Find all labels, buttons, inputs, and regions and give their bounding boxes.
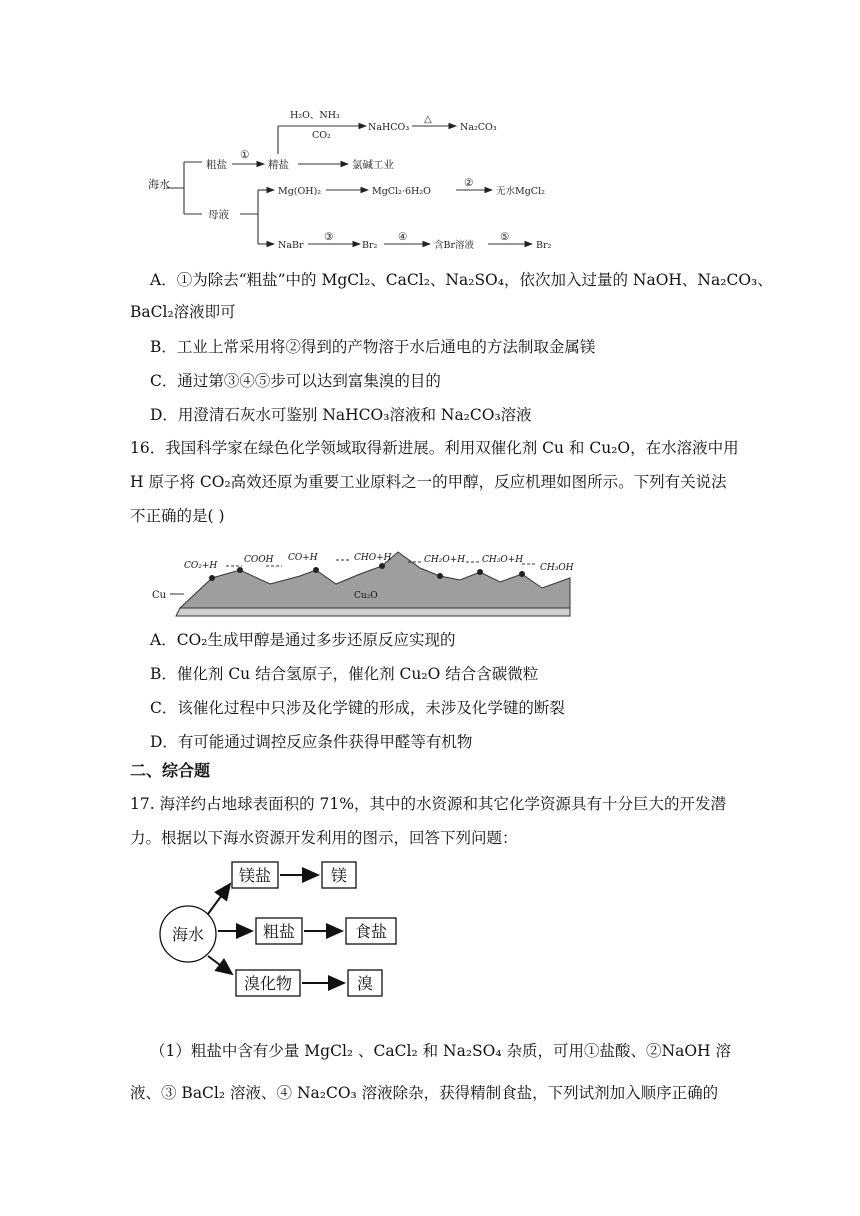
- stage-cooh: COOH: [244, 555, 274, 565]
- crude-salt-box-label: 粗盐: [262, 922, 296, 941]
- seawater-flowchart: [140, 100, 580, 258]
- refined-salt-label: 精盐: [268, 159, 289, 171]
- br2-a-label: Br₂: [362, 240, 378, 251]
- catalyst-mechanism-diagram: [150, 548, 578, 620]
- bromide-label: 溴化物: [243, 974, 293, 993]
- q15-option-b: B．工业上常采用将②得到的产物溶于水后通电的方法制取金属镁: [150, 338, 596, 356]
- step3-label: ③: [324, 231, 334, 243]
- q16-option-c: C．该催化过程中只涉及化学键的形成，未涉及化学键的断裂: [150, 699, 565, 717]
- mother-liquor-label: 母液: [208, 209, 229, 221]
- step2-label: ②: [464, 177, 474, 189]
- br2-b-label: Br₂: [536, 240, 552, 251]
- heat-label: △: [424, 114, 432, 125]
- stage-co-h: CO+H: [288, 553, 318, 563]
- q17-part1-line1: （1）粗盐中含有少量 MgCl₂ 、CaCl₂ 和 Na₂SO₄ 杂质，可用①盐酸、②NaOH 溶: [150, 1042, 731, 1060]
- q16-option-d: D．有可能通过调控反应条件获得甲醛等有机物: [150, 733, 473, 751]
- q15-option-a-line1: A．①为除去“粗盐”中的 MgCl₂、CaCl₂、Na₂SO₄，依次加入过量的 NaOH、Na₂CO₃、: [150, 271, 773, 289]
- q17-part1-line2: 液、③ BaCl₂ 溶液、④ Na₂CO₃ 溶液除杂，获得精制食盐，下列试剂加入顺序正确的: [130, 1084, 719, 1102]
- mg-label: 镁: [330, 866, 348, 885]
- stage-co2-h: CO₂+H: [184, 561, 218, 571]
- seawater-resource-diagram: [150, 858, 410, 1006]
- q16-option-a: A．CO₂生成甲醇是通过多步还原反应实现的: [150, 631, 456, 649]
- stage-ch3o-h: CH₃O+H: [482, 555, 524, 565]
- br-solution-label: 含Br溶液: [434, 240, 475, 251]
- na2co3-label: Na₂CO₃: [460, 122, 497, 133]
- bromine-label: 溴: [356, 974, 374, 993]
- q16-option-b: B．催化剂 Cu 结合氢原子，催化剂 Cu₂O 结合含碳微粒: [150, 665, 539, 683]
- mgcl2-6h2o-label: MgCl₂·6H₂O: [372, 186, 431, 197]
- section-2-title: 二、综合题: [130, 761, 211, 780]
- q16-stem-line1: 16．我国科学家在绿色化学领域取得新进展。利用双催化剂 Cu 和 Cu₂O，在水溶液中用: [130, 439, 739, 457]
- table-salt-label: 食盐: [354, 922, 388, 941]
- step5-label: ⑤: [500, 231, 510, 243]
- reagents-top-label: H₂O、NH₃: [290, 110, 340, 121]
- q15-option-c: C．通过第③④⑤步可以达到富集溴的目的: [150, 372, 441, 390]
- step4-label: ④: [398, 231, 408, 243]
- anhydrous-mgcl2-label: 无水MgCl₂: [496, 186, 545, 197]
- chlor-alkali-label: 氯碱工业: [352, 159, 394, 171]
- q16-stem-line2: H 原子将 CO₂高效还原为重要工业原料之一的甲醇，反应机理如图所示。下列有关说法: [130, 473, 727, 491]
- reagent-co2-label: CO₂: [312, 130, 331, 141]
- nabr-label: NaBr: [278, 240, 304, 251]
- q15-option-d: D．用澄清石灰水可鉴别 NaHCO₃溶液和 Na₂CO₃溶液: [150, 406, 532, 424]
- stage-ch3oh: CH₃OH: [540, 563, 574, 573]
- nahco3-label: NaHCO₃: [368, 122, 410, 133]
- stage-ch2o-h: CH₂O+H: [424, 555, 466, 565]
- cu-label: Cu: [152, 590, 167, 601]
- q16-stem-line3: 不正确的是( ): [130, 507, 225, 525]
- q15-option-a-line2: BaCl₂溶液即可: [130, 303, 236, 321]
- flow-root-label: 海水: [148, 178, 170, 191]
- step1-label: ①: [240, 149, 250, 161]
- q17-stem-line2: 力。根据以下海水资源开发利用的图示，回答下列问题：: [130, 829, 518, 847]
- q17-stem-line1: 17. 海洋约占地球表面积的 71%，其中的水资源和其它化学资源具有十分巨大的开发潜: [130, 795, 726, 813]
- mg-salt-label: 镁盐: [238, 866, 272, 885]
- crude-salt-label: 粗盐: [206, 159, 227, 171]
- mgoh2-label: Mg(OH)₂: [278, 186, 322, 197]
- cu2o-label: Cu₂O: [354, 591, 378, 601]
- stage-cho-h: CHO+H: [354, 553, 392, 563]
- sea-label: 海水: [171, 925, 205, 944]
